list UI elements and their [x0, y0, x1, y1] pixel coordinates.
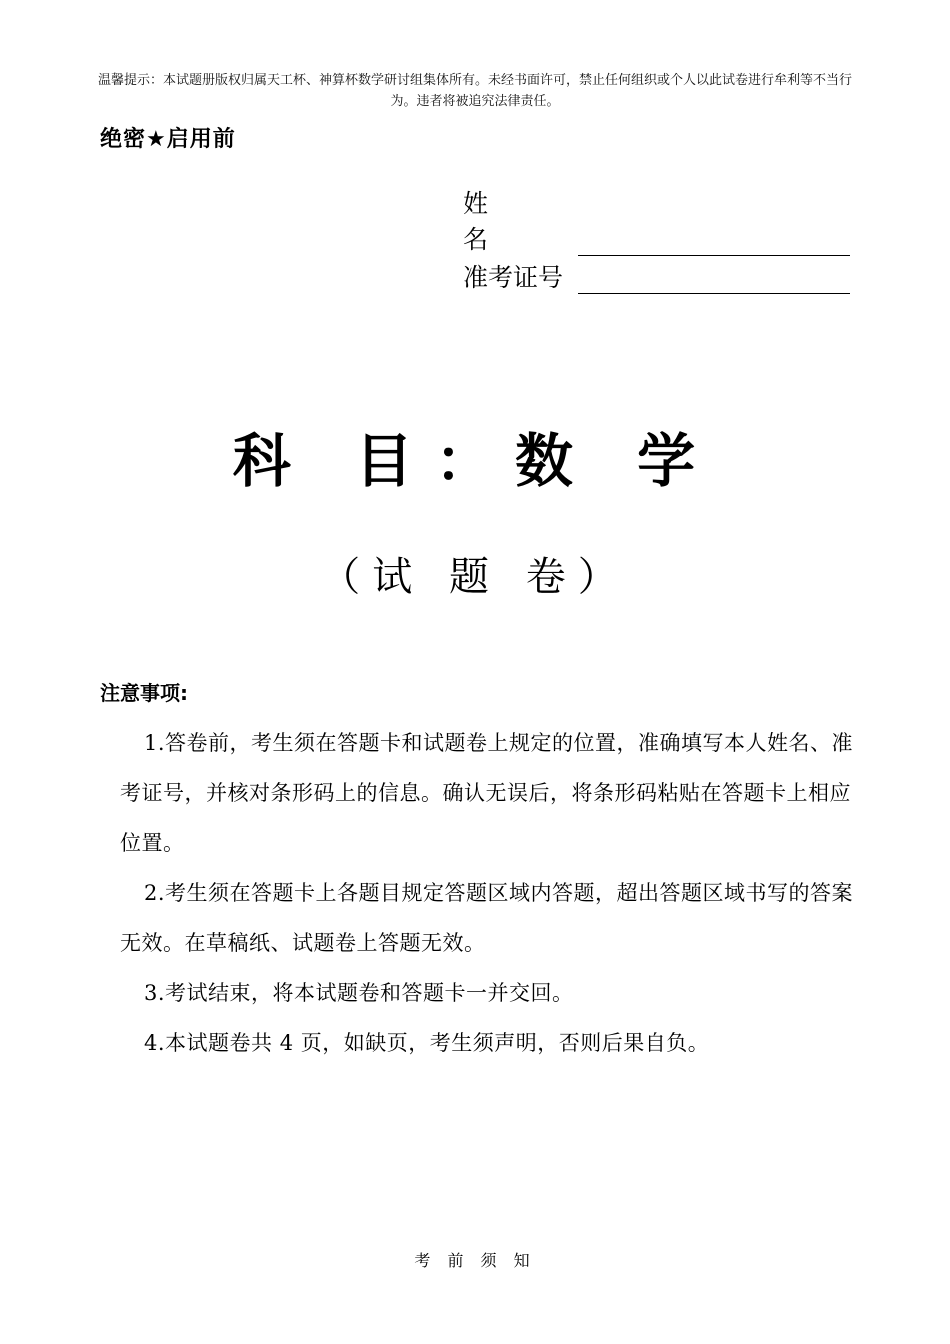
instruction-item: 2.考生须在答题卡上各题目规定答题区域内答题，超出答题区域书写的答案无效。在草稿纸、试题卷上答题无效。: [120, 881, 854, 955]
name-field: [463, 184, 850, 256]
instructions-list: [120, 718, 855, 1068]
subject-title: 科 目：数 学: [232, 427, 718, 495]
instruction-item: 4.本试题卷共 4 页，如缺页，考生须声明，否则后果自负。: [144, 1031, 710, 1055]
page-footer: 考 前 须 知: [414, 1251, 536, 1270]
instruction-item: 3.考试结束，将本试题卷和答题卡一并交回。: [144, 981, 574, 1005]
exam-id-label: 准考证号: [463, 263, 564, 292]
paper-type: （试 题 卷）: [320, 554, 630, 600]
name-label: 姓名: [463, 189, 537, 254]
instructions-title: 注意事项:: [100, 681, 188, 705]
copyright-notice: 温馨提示：本试题册版权归属天工杯、神算杯数学研讨组集体所有。未经书面许可，禁止任何组织或个人以此试卷进行牟利等不当行为。违者将被追究法律责任。: [97, 73, 852, 109]
exam-id-blank-line: [578, 265, 850, 294]
instruction-item: 1.答卷前，考生须在答题卡和试题卷上规定的位置，准确填写本人姓名、准考证号，并核对条形码上的信息。确认无误后，将条形码粘贴在答题卡上相应位置。: [120, 731, 854, 855]
confidential-label: 绝密★启用前: [100, 127, 236, 152]
name-blank-line: [578, 227, 850, 256]
exam-id-field: [463, 258, 850, 294]
